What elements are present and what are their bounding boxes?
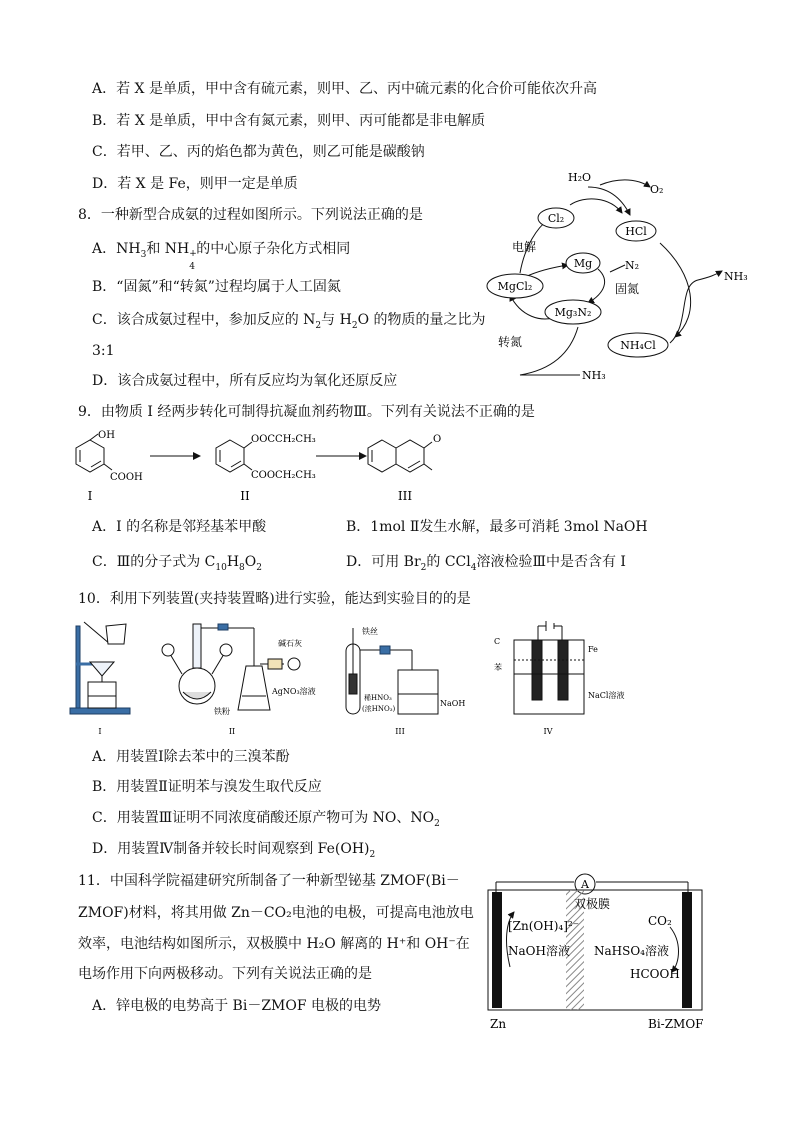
label-naoh: NaOH (440, 699, 466, 708)
q8-a-sup: + (189, 249, 197, 259)
s3-o: O (433, 434, 442, 445)
q9-option-d (346, 553, 626, 577)
q11-option-a: A．锌电极的电势高于 Bi－ZMOF 电极的电势 (92, 998, 382, 1014)
label-iron-wire: 铁丝 (362, 627, 378, 636)
to-o2-arrow (600, 180, 650, 187)
label-nacl: NaCl溶液 (588, 691, 625, 700)
label-o2: O₂ (650, 183, 664, 196)
apparatus-iii (346, 628, 438, 714)
q8-stem: 8．一种新型合成氨的过程如图所示。下列说法正确的是 (78, 207, 423, 223)
q10-d-sub1: 2 (369, 849, 376, 860)
q8-a-post: 的中心原子杂化方式相同 (196, 241, 351, 257)
label-nh3-bottom: NH₃ (582, 369, 606, 382)
label-benzene: 苯 (494, 663, 502, 672)
q9-option-c (92, 553, 262, 577)
q10-option-c (92, 809, 440, 833)
q11-line-3: 效率，电池结构如图所示，双极膜中 H₂O 解离的 H⁺和 OH⁻在 (78, 936, 470, 952)
label-iv: IV (543, 727, 553, 736)
label-hcooh: HCOOH (630, 967, 680, 981)
label-fix: 固氮 (615, 282, 640, 296)
mgcl2-to-mg-arrow (525, 265, 568, 277)
q10-c-sub1: 2 (434, 818, 440, 829)
q8-c-sub2: 2 (351, 320, 358, 331)
label-bi-zmof: Bi-ZMOF (648, 1017, 704, 1031)
label-hno3-dilute: 稀HNO₃ (364, 694, 392, 702)
q9-d-post: 溶液检验Ⅲ中是否含有 I (476, 554, 626, 570)
q8-option-b: B．“固氮”和“转氮”过程均属于人工固氮 (92, 279, 341, 295)
q9-d-mid: 的 CCl (426, 554, 471, 570)
label-soda-lime: 碱石灰 (278, 639, 302, 648)
label-membrane: 双极膜 (573, 897, 611, 911)
q10-apparatus-figure (62, 614, 652, 740)
q11-line-1: 11．中国科学院福建研究所制备了一种新型铋基 ZMOF(Bi－ (78, 873, 460, 889)
q9-c-pre: C．Ⅲ的分子式为 C (92, 554, 216, 570)
label-nh4cl: NH₄Cl (620, 339, 656, 352)
q7-option-c: C．若甲、乙、丙的焰色都为黄色，则乙可能是碳酸钠 (92, 144, 425, 160)
s1-cooh: COOH (110, 472, 143, 483)
mg-to-mg3n2-arrow (588, 269, 605, 303)
label-c: C (494, 637, 501, 646)
label-nahso4: NaHSO₄溶液 (594, 944, 669, 958)
q10-stem: 10．利用下列装置(夹持装置略)进行实验，能达到实验目的的是 (78, 591, 471, 607)
label-hcl: HCl (625, 225, 647, 238)
q9-option-b: B．1mol Ⅱ发生水解，最多可消耗 3mol NaOH (346, 519, 648, 535)
q10-option-a: A．用装置Ⅰ除去苯中的三溴苯酚 (92, 749, 290, 765)
label-agno3: AgNO₃溶液 (272, 687, 316, 696)
q10-option-d (92, 840, 375, 864)
label-cl2: Cl₂ (547, 212, 565, 225)
label-n2: N₂ (625, 259, 640, 272)
q11-line-2: ZMOF)材料，将其用做 Zn－CO₂电池的电极，可提高电池放电 (78, 905, 474, 921)
q9-reaction-scheme (60, 428, 480, 506)
ammonia-cycle-diagram (470, 165, 770, 390)
q9-stem: 9．由物质 I 经两步转化可制得抗凝血剂药物Ⅲ。下列有关说法不正确的是 (78, 404, 535, 420)
label-mgcl2: MgCl₂ (497, 280, 533, 293)
q9-option-a: A．I 的名称是邻羟基苯甲酸 (92, 519, 267, 535)
label-h2o: H₂O (568, 171, 592, 184)
q8-c-sub1: 2 (315, 320, 322, 331)
label-ii: II (228, 727, 236, 736)
hcl-to-nh4cl-arrow (660, 243, 691, 337)
q9-c-sub2: 8 (239, 562, 245, 573)
label-iii: III (395, 727, 405, 736)
q8-a-sub2: 4 (189, 262, 195, 272)
cl2-to-hcl-arrow (570, 199, 622, 213)
q9-c-mid2: O (244, 554, 257, 570)
h2o-to-hcl-arrow (588, 187, 630, 215)
s1-oh: OH (98, 430, 115, 441)
ammeter-label: A (581, 878, 589, 891)
to-nh3-bottom-arrow (520, 327, 580, 375)
q8-option-c-continued: 3:1 (92, 343, 115, 359)
label-hno3-conc: (浓HNO₃) (362, 705, 396, 713)
q8-a-sub1: 3 (140, 249, 147, 260)
q8-option-c (92, 311, 486, 335)
q8-c-mid: 与 H (321, 312, 352, 328)
q10-option-b: B．用装置Ⅱ证明苯与溴发生取代反应 (92, 779, 322, 795)
q8-a-pre: A．NH (92, 241, 141, 257)
to-nh3-top-arrow (670, 271, 722, 343)
apparatus-iv (514, 621, 584, 714)
label-co2: CO₂ (648, 914, 672, 928)
apparatus-i (70, 622, 130, 714)
q7-option-d: D．若 X 是 Fe，则甲一定是单质 (92, 176, 298, 192)
q9-d-pre: D．可用 Br (346, 554, 421, 570)
label-nh3-top: NH₃ (724, 270, 748, 283)
label-fe: Fe (588, 645, 598, 654)
s2-bottom: COOCH₂CH₃ (251, 470, 316, 481)
q8-option-d: D．该合成氨过程中，所有反应均为氧化还原反应 (92, 373, 398, 389)
n2-arrow (610, 265, 625, 272)
label-mg3n2: Mg₃N₂ (554, 306, 592, 319)
q7-option-a: A．若 X 是单质，甲中含有硫元素，则甲、乙、丙中硫元素的化合价可能依次升高 (92, 81, 597, 97)
label-i: I (98, 727, 102, 736)
q8-c-post: O 的物质的量之比为 (357, 312, 486, 328)
q11-battery-diagram (482, 872, 717, 1037)
q9-c-mid: H (226, 554, 240, 570)
q11-line-4: 电场作用下向两极移动。下列有关说法正确的是 (78, 966, 372, 982)
s1-label: I (87, 489, 93, 503)
s2-label: II (240, 489, 250, 503)
label-electrolysis: 电解 (512, 240, 537, 254)
label-iron-powder: 铁粉 (214, 707, 230, 716)
zinc-electrode (492, 892, 502, 1008)
label-mg: Mg (573, 257, 593, 270)
s2-top: OOCCH₂CH₃ (251, 434, 316, 445)
label-zn: Zn (490, 1017, 507, 1031)
label-zincate: [Zn(OH)₄]²⁻ (508, 919, 580, 933)
q9-d-sub1: 2 (420, 562, 427, 573)
bi-zmof-electrode (682, 892, 692, 1008)
q9-d-sub2: 4 (470, 562, 477, 573)
label-transfer: 转氮 (498, 335, 523, 349)
q8-c-pre: C．该合成氨过程中，参加反应的 N (92, 312, 316, 328)
q10-c-pre: C．用装置Ⅲ证明不同浓度硝酸还原产物可为 NO、NO (92, 810, 435, 826)
q9-c-sub3: 2 (256, 562, 262, 573)
s3-label: III (397, 489, 413, 503)
q9-c-sub1: 10 (215, 562, 227, 573)
q10-d-pre: D．用装置Ⅳ制备并较长时间观察到 Fe(OH) (92, 841, 370, 857)
q8-a-mid: 和 NH (146, 241, 190, 257)
q8-option-a (92, 240, 351, 272)
q7-option-b: B．若 X 是单质，甲中含有氮元素，则甲、丙可能都是非电解质 (92, 113, 486, 129)
apparatus-ii (162, 624, 300, 710)
label-naoh-solution: NaOH溶液 (508, 944, 570, 958)
